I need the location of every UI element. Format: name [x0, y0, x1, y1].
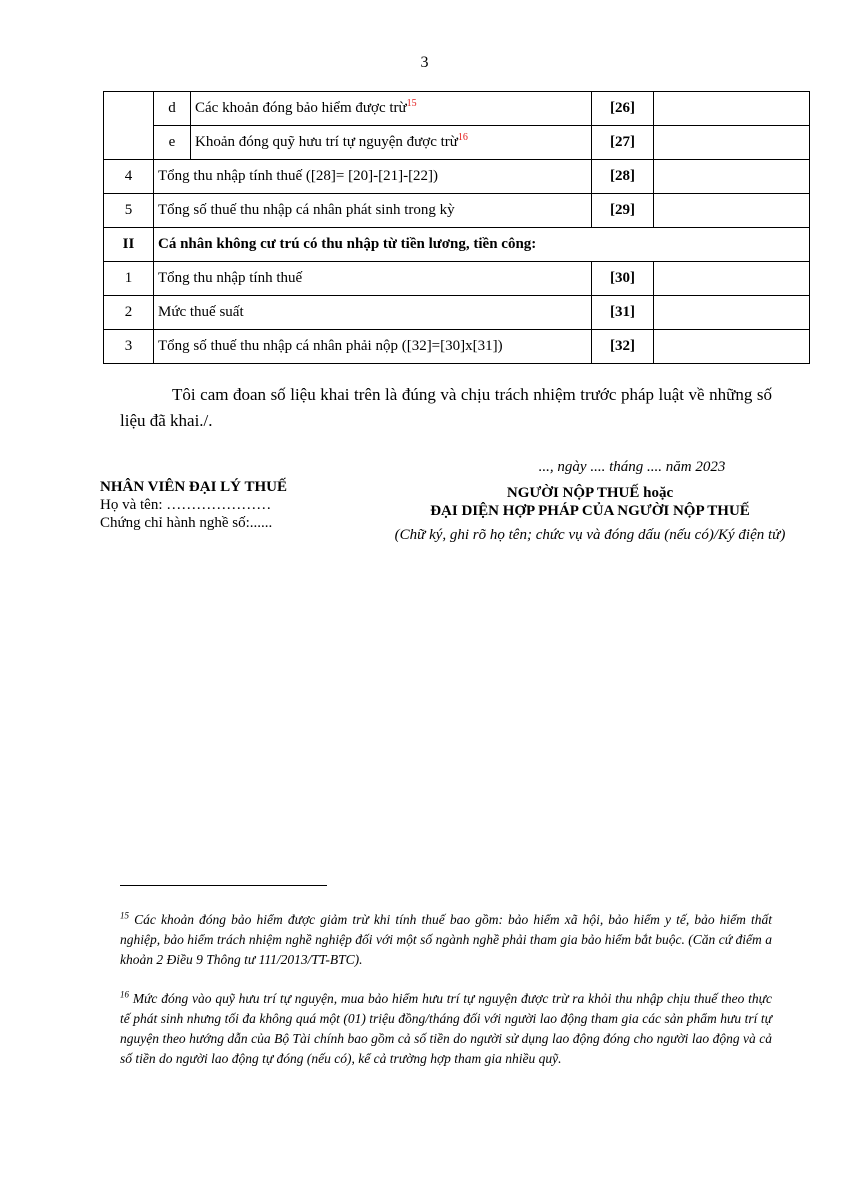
value-cell[interactable] [654, 92, 810, 126]
footnote-number: 16 [120, 989, 129, 1000]
row-label: Tổng số thuế thu nhập cá nhân phải nộp ([32]=[30]x[31]) [154, 330, 592, 364]
declaration-statement: Tôi cam đoan số liệu khai trên là đúng và chịu trách nhiệm trước pháp luật về những số liệu đã khai./. [120, 385, 772, 430]
date-line: ..., ngày .... tháng .... năm 2023 [538, 459, 726, 475]
section-header-row [104, 228, 810, 262]
table-row [104, 160, 810, 194]
value-cell[interactable] [654, 160, 810, 194]
row-code: [31] [592, 296, 654, 330]
table-row [104, 262, 810, 296]
signature-note: (Chữ ký, ghi rõ họ tên; chức vụ và đóng dấu (nếu có)/Ký điện tử) [394, 527, 786, 543]
row-number [104, 92, 154, 160]
value-cell[interactable] [654, 296, 810, 330]
footnote-number: 15 [120, 910, 129, 921]
footnote-ref[interactable]: 15 [406, 98, 417, 109]
table-row [104, 296, 810, 330]
tax-agent-certificate: Chứng chỉ hành nghề số:...... [100, 515, 273, 531]
footnote-15 [120, 910, 772, 970]
value-cell[interactable] [654, 262, 810, 296]
section-title: Cá nhân không cư trú có thu nhập từ tiền lương, tiền công: [154, 228, 810, 262]
value-cell[interactable] [654, 126, 810, 160]
row-number: 4 [104, 160, 154, 194]
tax-agent-block [100, 478, 287, 532]
row-label: Tổng thu nhập tính thuế ([28]= [20]-[21]-[22]) [154, 160, 592, 194]
row-label: Các khoản đóng bảo hiểm được trừ$^{15}$ [191, 92, 592, 126]
row-code: [26] [592, 92, 654, 126]
footnote-16 [120, 989, 772, 1069]
row-label: Mức thuế suất [154, 296, 592, 330]
page-number: 3 [420, 54, 429, 71]
value-cell[interactable] [654, 330, 810, 364]
footnote-divider [120, 885, 327, 886]
value-cell[interactable] [654, 194, 810, 228]
row-number: 3 [104, 330, 154, 364]
section-number: II [104, 228, 154, 262]
taxpayer-block [360, 484, 820, 544]
row-number: 5 [104, 194, 154, 228]
tax-declaration-table [103, 91, 810, 364]
legal-representative-title: ĐẠI DIỆN HỢP PHÁP CỦA NGƯỜI NỘP THUẾ [430, 503, 750, 519]
row-sub-letter: e [154, 126, 191, 160]
row-sub-letter: d [154, 92, 191, 126]
row-code: [30] [592, 262, 654, 296]
table-row [104, 92, 810, 126]
tax-agent-title: NHÂN VIÊN ĐẠI LÝ THUẾ [100, 479, 287, 495]
table-row [104, 330, 810, 364]
row-label: Khoản đóng quỹ hưu trí tự nguyện được trừ$^{16}$ [191, 126, 592, 160]
row-code: [28] [592, 160, 654, 194]
footnote-text: Các khoản đóng bảo hiểm được giảm trừ khi tính thuế bao gồm: bảo hiểm xã hội, bảo hiểm y tế, bảo hiểm thất nghiệp, bảo hiểm trách nhiệm nghề nghiệp đối với một số ngành nghề phải tham gia bảo hiểm bắt buộc. (Căn cứ điểm a khoản 2 Điều 9 Thông tư 111/2013/TT-BTC). [120, 912, 773, 967]
taxpayer-title: NGƯỜI NỘP THUẾ hoặc [506, 485, 674, 501]
tax-agent-name: Họ và tên: ………………… [100, 497, 272, 513]
row-code: [32] [592, 330, 654, 364]
footnote-text: Mức đóng vào quỹ hưu trí tự nguyện, mua bảo hiểm hưu trí tự nguyện được trừ ra khỏi thu nhập chịu thuế theo thực tế phát sinh nhưng tối đa không quá một (01) triệu đồng/tháng đối với người lao động tham gia các sản phẩm hưu trí tự nguyện theo hướng dẫn của Bộ Tài chính bao gồm cả số tiền do người sử dụng lao động đóng cho người lao động và cả số tiền do người lao động tự đóng (nếu có), kể cả trường hợp tham gia nhiều quỹ. [120, 991, 773, 1066]
row-code: [27] [592, 126, 654, 160]
row-label: Tổng thu nhập tính thuế [154, 262, 592, 296]
table-row [104, 126, 810, 160]
row-label: Tổng số thuế thu nhập cá nhân phát sinh trong kỳ [154, 194, 592, 228]
row-number: 1 [104, 262, 154, 296]
footnote-ref[interactable]: 16 [457, 132, 468, 143]
table-row [104, 194, 810, 228]
row-code: [29] [592, 194, 654, 228]
row-number: 2 [104, 296, 154, 330]
